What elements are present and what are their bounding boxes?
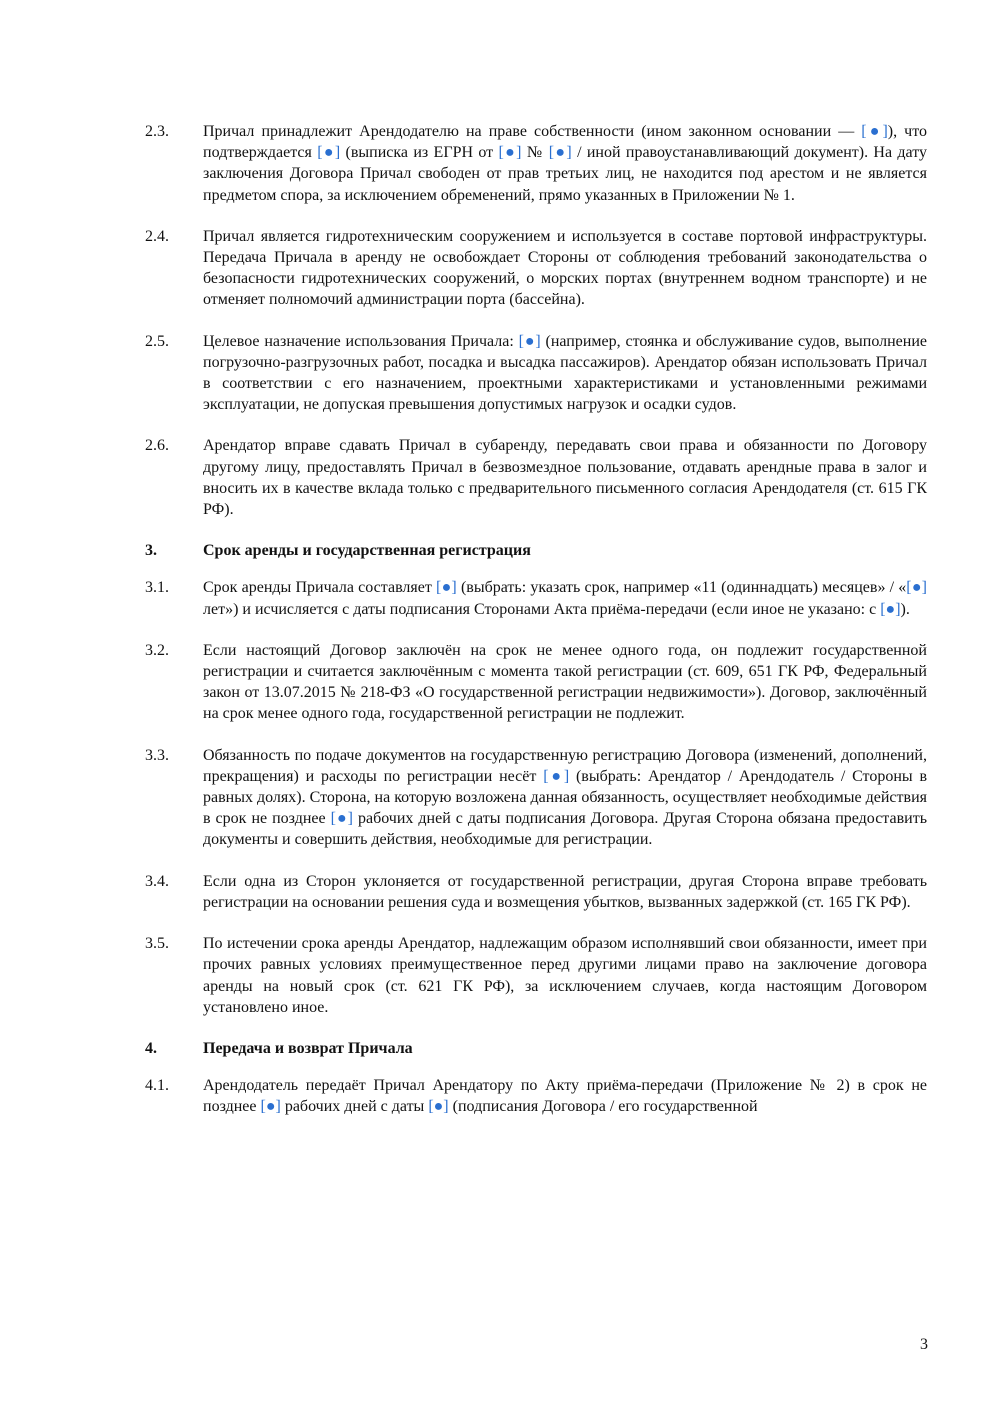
clause-text xyxy=(203,640,927,725)
text-segment: рабочих дней с даты подписания Договора. Другая Сторона обязана предоставить документы и совершить действия, необходимые для регистрации. xyxy=(203,810,927,849)
placeholder-field: [●] xyxy=(498,144,522,162)
placeholder-field: [●] xyxy=(260,1098,281,1116)
clause-text xyxy=(203,331,927,416)
clause-item xyxy=(145,226,927,311)
clause-item xyxy=(145,577,927,619)
section-number: 4. xyxy=(145,1039,157,1057)
placeholder-field: [●] xyxy=(518,332,541,350)
placeholder-field: [●] xyxy=(880,600,901,618)
text-segment: (выбрать: Арендатор / Арендодатель / Стороны в равных долях). Сторона, на которую возложена данная обязанность, осуществляет необходимые действия в срок не позднее xyxy=(203,767,928,828)
text-segment: Целевое назначение использования Причала: xyxy=(203,332,519,350)
clause-item xyxy=(145,871,927,913)
clause-number: 3.1. xyxy=(145,579,169,597)
text-segment: Срок аренды Причала составляет xyxy=(203,579,437,597)
section-heading xyxy=(145,1038,927,1059)
clause-number: 3.5. xyxy=(145,935,169,953)
text-segment: Причал принадлежит Арендодателю на праве собственности (ином законном основании — xyxy=(203,123,862,140)
text-segment: По истечении срока аренды Арендатор, надлежащим образом исполнявший свои обязанности, имеет при прочих равных условиях преимущественное перед другими лицами право на заключение договора аренды на новый срок (ст. 621 ГК РФ), за исключением случаев, когда настоящим Договором установлено иное. xyxy=(203,935,927,1016)
placeholder-field: [●] xyxy=(548,144,572,162)
clause-text xyxy=(203,1075,927,1117)
clause-text xyxy=(203,121,927,206)
clause-number: 2.6. xyxy=(145,437,169,455)
text-segment: (выбрать: указать срок, например «11 (одиннадцать) месяцев» / « xyxy=(456,579,907,597)
text-segment: Если одна из Сторон уклоняется от государственной регистрации, другая Сторона вправе требовать регистрации на основании решения суда и возмещения убытков, вызванных задержкой (ст. 165 ГК РФ). xyxy=(203,872,927,911)
clause-text xyxy=(203,933,927,1018)
text-segment: ), что подтверждается xyxy=(203,123,928,162)
text-segment: / иной правоустанавливающий документ). На дату заключения Договора Причал свободен от прав третьих лиц, не находится под арестом и не является предметом спора, за исключением обременений, прямо указанных в Приложении № 1. xyxy=(203,144,928,204)
clause-text xyxy=(203,871,927,913)
section-heading xyxy=(145,540,927,561)
text-segment: Обязанность по подаче документов на государственную регистрацию Договора (изменений, дополнений, прекращения) и расходы по регистрации несёт xyxy=(203,746,927,785)
text-segment: Арендатор вправе сдавать Причал в субаренду, передавать свои права и обязанности по Договору другому лицу, предоставлять Причал в безвозмездное пользование, отдавать арендные права в залог и вносить их в качестве вклада только с предварительного письменного согласия Арендодателя (ст. 615 ГК РФ). xyxy=(203,437,927,519)
placeholder-field: [●] xyxy=(428,1098,449,1116)
clause-number: 3.4. xyxy=(145,872,169,890)
section-title: Передача и возврат Причала xyxy=(203,1039,413,1057)
text-segment: (выписка из ЕГРН от xyxy=(340,144,499,162)
text-segment: Если настоящий Договор заключён на срок не менее одного года, он подлежит государственной регистрации и считается заключённым с момента такой регистрации (ст. 609, 651 ГК РФ, Федеральный закон от 13.07.2015 № 218-ФЗ «О государственной регистрации недвижимости»). Договор, заключённый на срок менее одного года, государственной регистрации не подлежит. xyxy=(203,641,927,723)
text-segment: Арендодатель передаёт Причал Арендатору по Акту приёма-передачи (Приложение № 2) в срок не позднее xyxy=(203,1077,927,1116)
clause-number: 2.3. xyxy=(145,123,169,140)
clause-number: 2.5. xyxy=(145,332,169,350)
placeholder-field: [●] xyxy=(543,767,570,785)
clause-text xyxy=(203,577,927,619)
clause-item xyxy=(145,640,927,725)
clause-text xyxy=(203,745,927,851)
text-segment: рабочих дней с даты xyxy=(280,1098,429,1116)
text-segment: Причал является гидротехническим сооружением и используется в составе портовой инфраструктуры. Передача Причала в аренду не освобождает Стороны от соблюдения требований законодательства о безопасности гидротехнических сооружений, о морских портах (внутреннем водном транспорте) и не отменяет полномочий администрации порта (бассейна). xyxy=(203,227,927,309)
clause-text xyxy=(203,435,927,520)
placeholder-field: [●] xyxy=(861,123,888,140)
clause-text xyxy=(203,226,927,311)
clause-number: 2.4. xyxy=(145,227,169,245)
section-number: 3. xyxy=(145,542,157,560)
placeholder-field: [●] xyxy=(330,810,353,828)
placeholder-field: [●] xyxy=(906,579,928,597)
section-title: Срок аренды и государственная регистрация xyxy=(203,542,531,560)
page-number: 3 xyxy=(920,1336,928,1353)
clause-item xyxy=(145,121,927,206)
text-segment: (например, стоянка и обслуживание судов, выполнение погрузочно-разгрузочных работ, посадка и высадка пассажиров). Арендатор обязан использовать Причал в соответствии с его назначением, проектными характеристиками и установленными режимами эксплуатации, не допуская превышения допустимых нагрузок и осадки судов. xyxy=(203,332,927,414)
document-body xyxy=(145,121,927,1138)
text-segment: ). xyxy=(900,600,910,618)
placeholder-field: [●] xyxy=(436,579,457,597)
clause-item xyxy=(145,435,927,520)
text-segment: лет») и исчисляется с даты подписания Сторонами Акта приёма-передачи (если иное не указано: с xyxy=(203,600,881,618)
clause-number: 3.3. xyxy=(145,746,169,764)
clause-item xyxy=(145,745,927,851)
clause-item xyxy=(145,331,927,416)
text-segment: (подписания Договора / его государственной xyxy=(448,1098,758,1116)
clause-item xyxy=(145,933,927,1018)
placeholder-field: [●] xyxy=(317,144,341,162)
clause-number: 4.1. xyxy=(145,1077,169,1095)
clause-item xyxy=(145,1075,927,1117)
text-segment: № xyxy=(521,144,549,162)
clause-number: 3.2. xyxy=(145,641,169,659)
